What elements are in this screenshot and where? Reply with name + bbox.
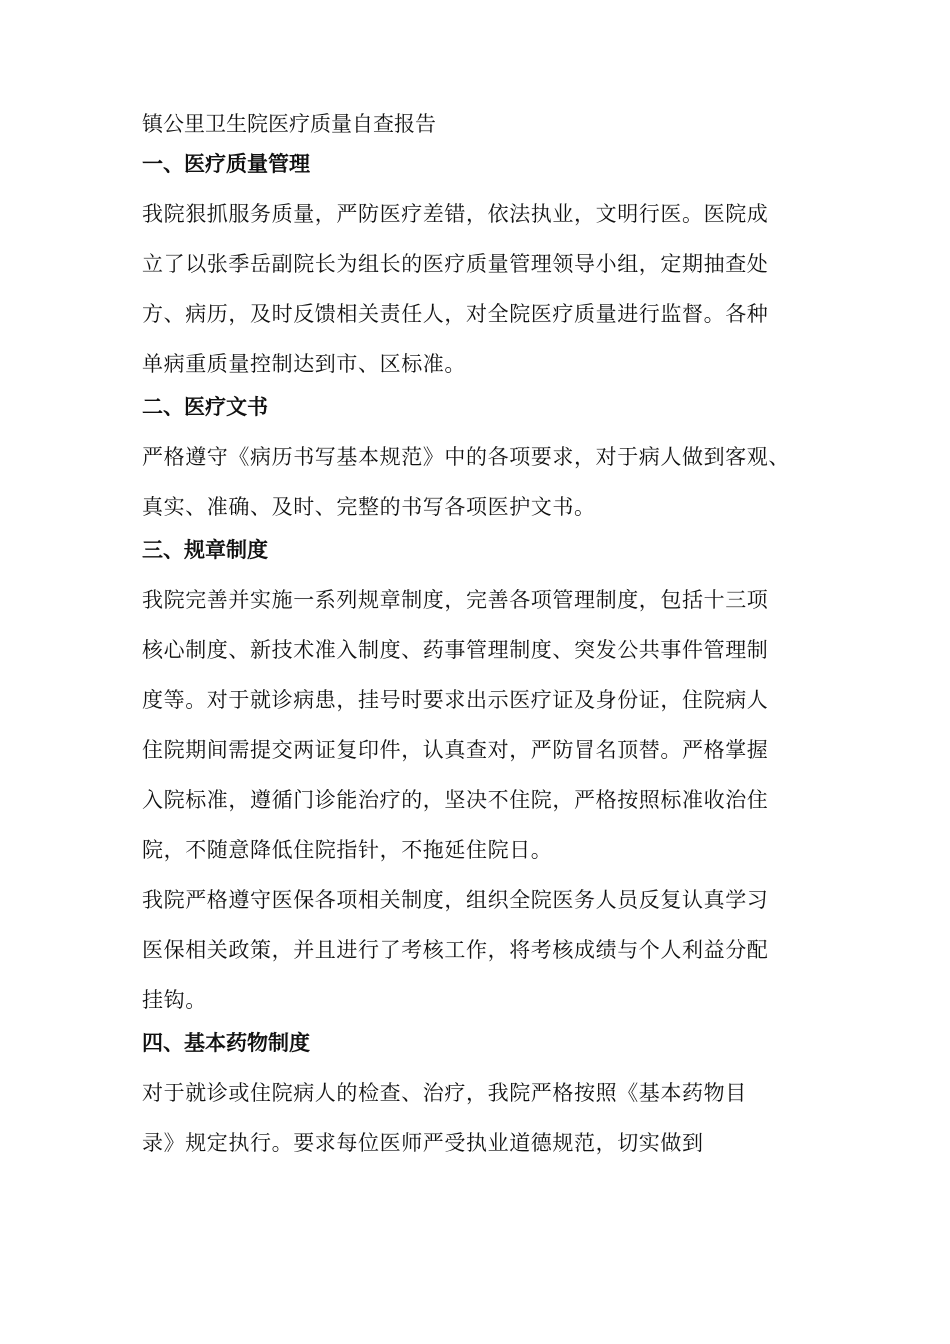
paragraph-line: 度等。对于就诊病患，挂号时要求出示医疗证及身份证，住院病人 — [142, 688, 769, 712]
paragraph-line: 录》规定执行。要求每位医师严受执业道德规范，切实做到 — [142, 1131, 704, 1155]
paragraph — [142, 1068, 814, 1168]
paragraph-line: 医保相关政策，并且进行了考核工作，将考核成绩与个人利益分配 — [142, 938, 769, 962]
paragraph-line: 真实、准确、及时、完整的书写各项医护文书。 — [142, 495, 596, 519]
paragraph — [142, 189, 814, 389]
paragraph-line: 我院严格遵守医保各项相关制度，组织全院医务人员反复认真学习 — [142, 888, 769, 912]
paragraph — [142, 575, 814, 875]
paragraph-line: 入院标准，遵循门诊能治疗的，坚决不住院，严格按照标准收治住 — [142, 788, 769, 812]
section-heading: 一、医疗质量管理 — [142, 151, 310, 176]
document-body — [142, 104, 814, 1168]
paragraph-line: 我院狠抓服务质量，严防医疗差错，依法执业，文明行医。医院成 — [142, 202, 769, 226]
section-heading: 二、医疗文书 — [142, 394, 268, 419]
paragraph-line: 住院期间需提交两证复印件，认真查对，严防冒名顶替。严格掌握 — [142, 738, 769, 762]
section-heading: 三、规章制度 — [142, 537, 268, 562]
paragraph-line: 挂钩。 — [142, 988, 207, 1012]
paragraph-line: 我院完善并实施一系列规章制度，完善各项管理制度，包括十三项 — [142, 588, 769, 612]
paragraph-line: 单病重质量控制达到市、区标准。 — [142, 352, 466, 376]
paragraph — [142, 432, 814, 532]
paragraph-line: 对于就诊或住院病人的检查、治疗，我院严格按照《基本药物目 — [142, 1081, 747, 1105]
paragraph-line: 方、病历，及时反馈相关责任人，对全院医疗质量进行监督。各种 — [142, 302, 769, 326]
document-title: 镇公里卫生院医疗质量自查报告 — [142, 112, 436, 136]
paragraph — [142, 875, 814, 1025]
section-heading: 四、基本药物制度 — [142, 1030, 310, 1055]
paragraph-line: 严格遵守《病历书写基本规范》中的各项要求，对于病人做到客观、 — [142, 445, 790, 469]
paragraph-line: 院，不随意降低住院指针，不拖延住院日。 — [142, 838, 553, 862]
paragraph-line: 立了以张季岳副院长为组长的医疗质量管理领导小组，定期抽查处 — [142, 252, 769, 276]
paragraph-line: 核心制度、新技术准入制度、药事管理制度、突发公共事件管理制 — [142, 638, 769, 662]
